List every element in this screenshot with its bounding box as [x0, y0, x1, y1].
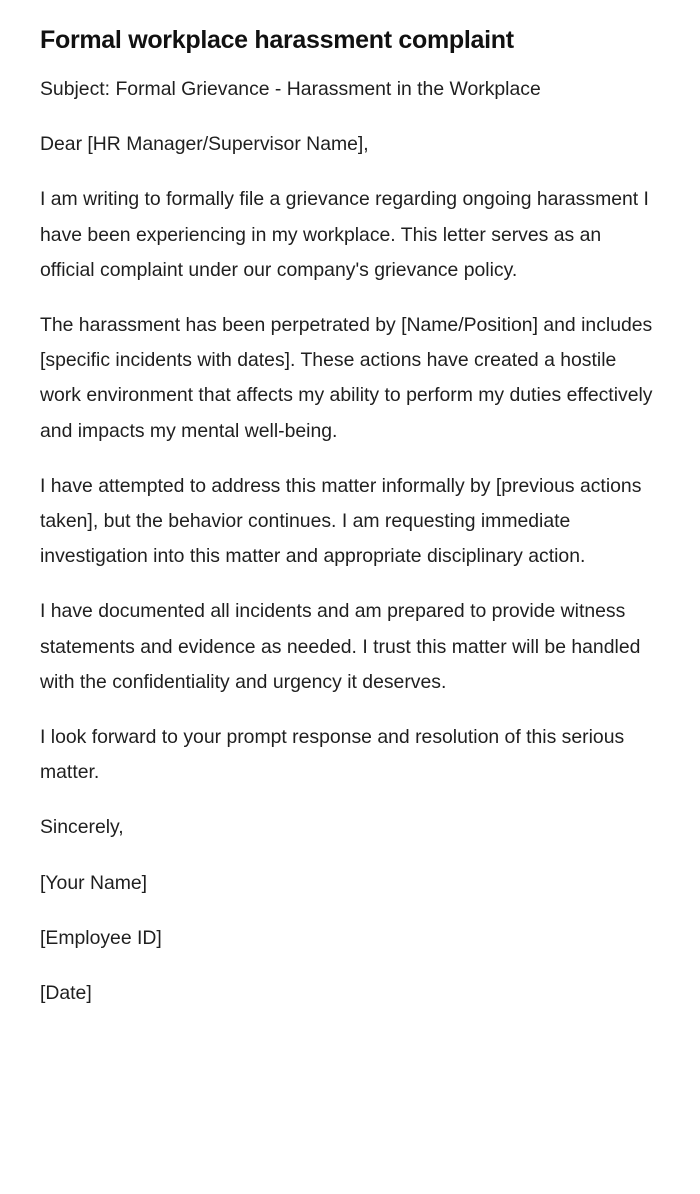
signature-name: [Your Name] [40, 871, 148, 894]
body-paragraph-1: I am writing to formally file a grievance regarding ongoing harassment I have been experiencing in my workplace. This letter serves as an official complaint under our company's grievance policy. [40, 188, 649, 281]
signature-date: [Date] [40, 982, 92, 1005]
signature-employee-id: [Employee ID] [40, 926, 162, 949]
body-paragraph-2: The harassment has been perpetrated by [Name/Position] and includes [specific incidents with dates]. These actions have created a hostile work environment that affects my ability to perform my duties effectively and impacts my mental well-being. [40, 314, 653, 442]
subject-line: Subject: Formal Grievance - Harassment in the Workplace [40, 78, 541, 100]
body-paragraph-4: I have documented all incidents and am prepared to provide witness statements and evidence as needed. I trust this matter will be handled with the confidentiality and urgency it deserves. [40, 600, 641, 693]
body-paragraph-3: I have attempted to address this matter informally by [previous actions taken], but the behavior continues. I am requesting immediate investigation into this matter and appropriate disciplinary action. [40, 474, 642, 568]
salutation: Dear [HR Manager/Supervisor Name], [40, 133, 369, 156]
closing: Sincerely, [40, 816, 124, 839]
document-title: Formal workplace harassment complaint [40, 26, 514, 54]
body-paragraph-5: I look forward to your prompt response and resolution of this serious matter. [40, 726, 625, 784]
